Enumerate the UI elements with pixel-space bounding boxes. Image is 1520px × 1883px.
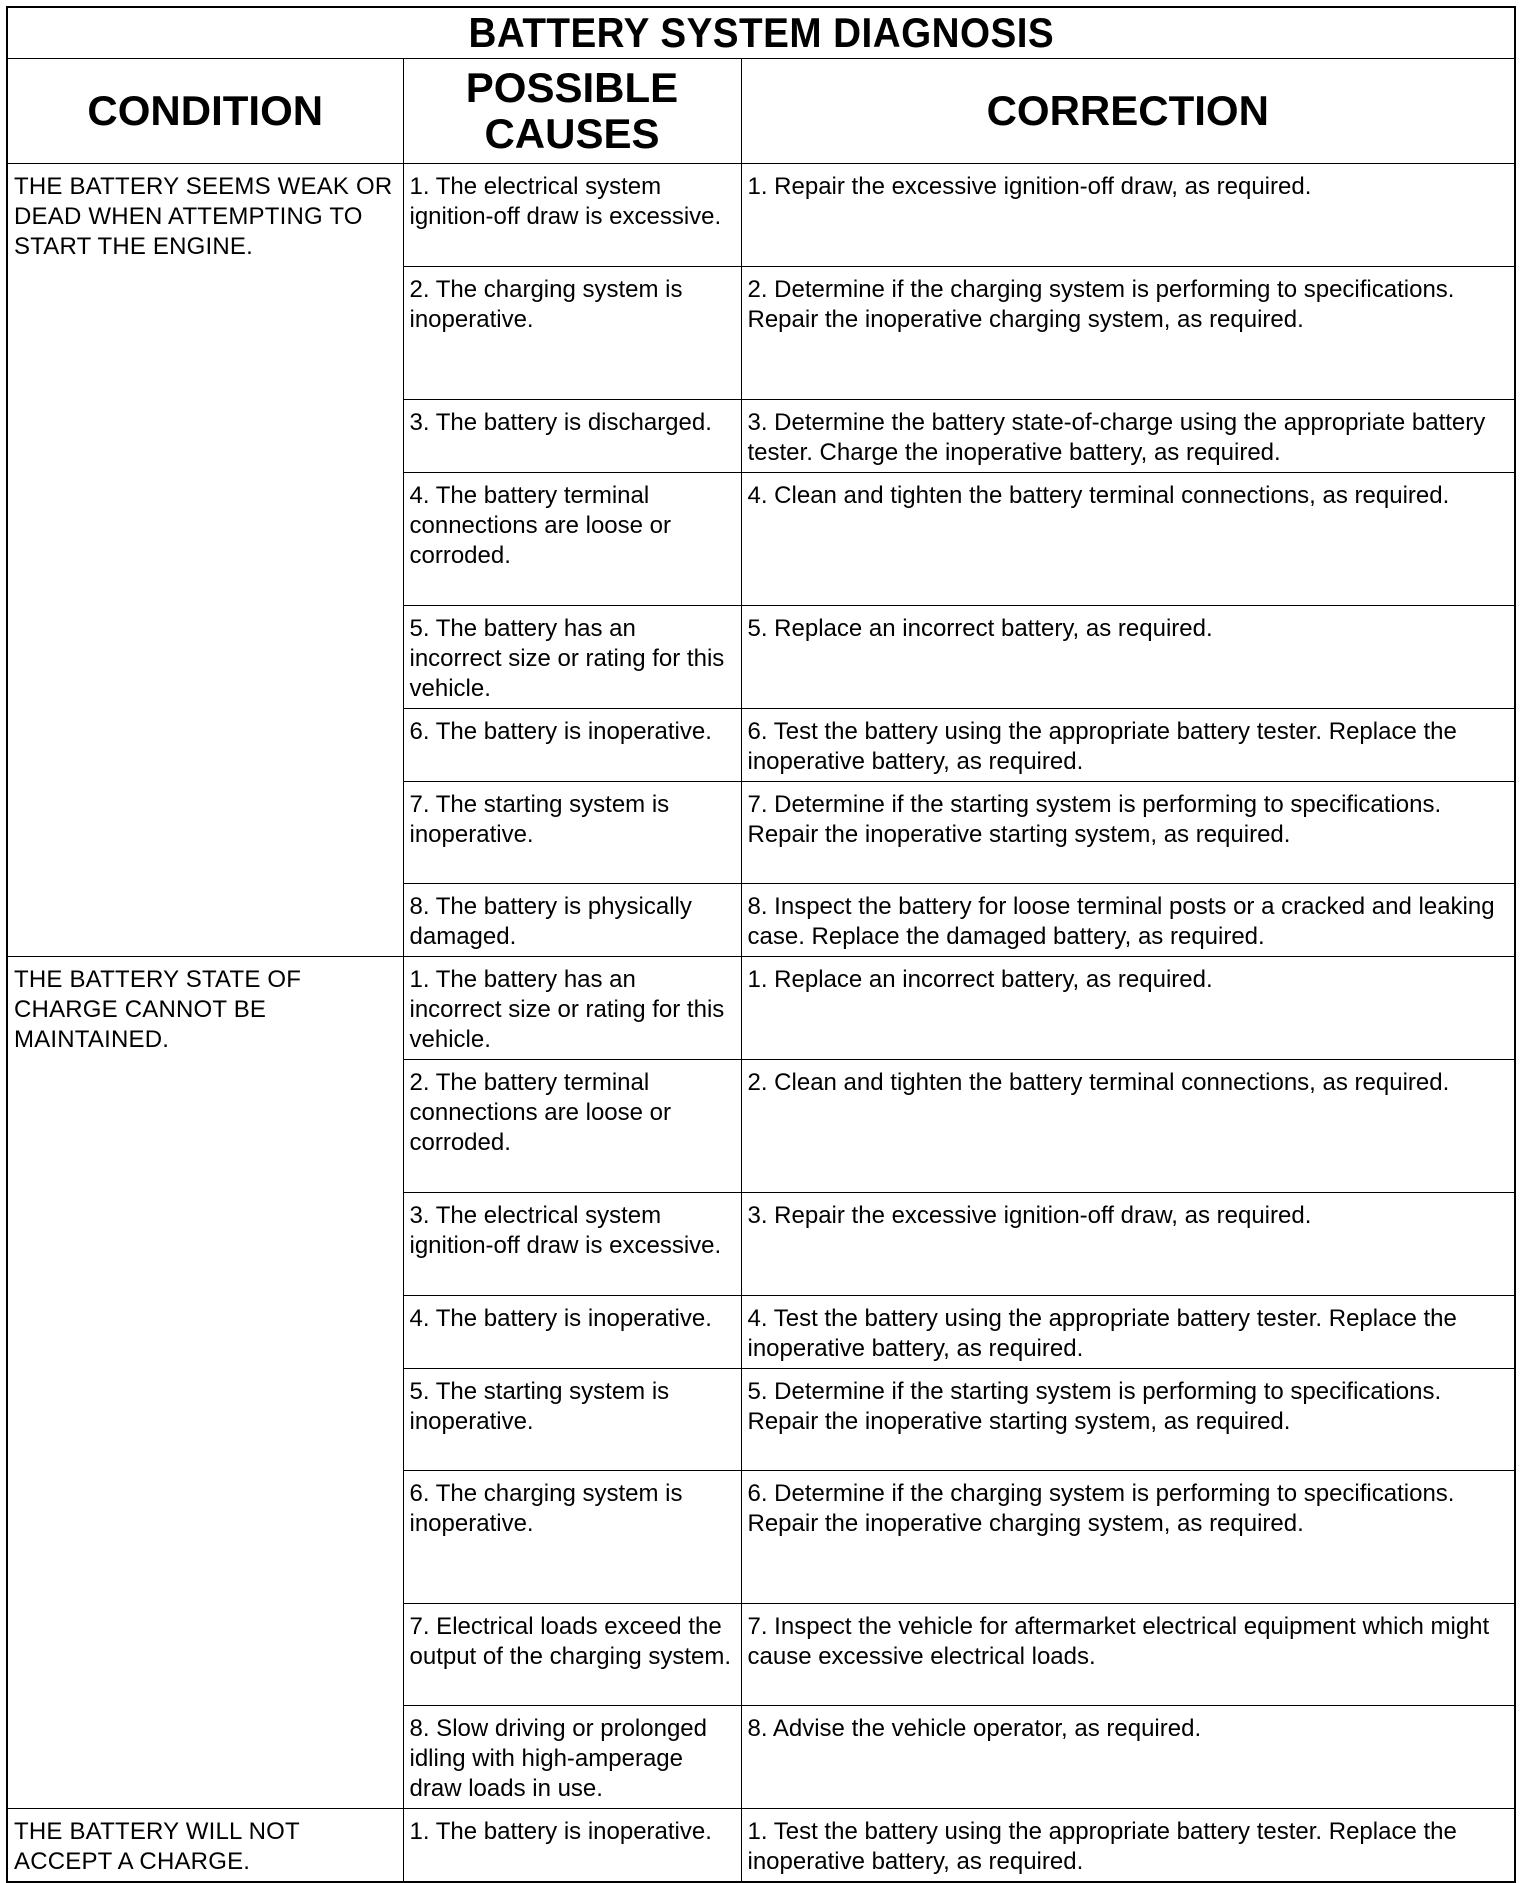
cause-cell: 8. The battery is physically damaged. <box>403 884 741 957</box>
correction-cell: 2. Clean and tighten the battery terminal connections, as required. <box>741 1060 1515 1193</box>
cause-cell: 4. The battery terminal connections are loose or corroded. <box>403 473 741 606</box>
correction-cell: 1. Repair the excessive ignition-off draw, as required. <box>741 164 1515 267</box>
correction-cell: 7. Determine if the starting system is performing to specifications. Repair the inoperative starting system, as required. <box>741 782 1515 884</box>
correction-cell: 5. Replace an incorrect battery, as required. <box>741 606 1515 709</box>
correction-cell: 8. Advise the vehicle operator, as required. <box>741 1706 1515 1809</box>
table-title: BATTERY SYSTEM DIAGNOSIS <box>468 9 1054 56</box>
cause-cell: 2. The battery terminal connections are loose or corroded. <box>403 1060 741 1193</box>
cause-cell: 1. The electrical system ignition-off draw is excessive. <box>403 164 741 267</box>
cause-cell: 6. The battery is inoperative. <box>403 709 741 782</box>
condition-cell: THE BATTERY WILL NOT ACCEPT A CHARGE. <box>7 1809 403 1883</box>
condition-cell: THE BATTERY SEEMS WEAK OR DEAD WHEN ATTEMPTING TO START THE ENGINE. <box>7 164 403 957</box>
correction-cell: 6. Determine if the charging system is performing to specifications. Repair the inoperative charging system, as required. <box>741 1471 1515 1604</box>
table-row <box>7 1809 1515 1883</box>
correction-cell: 4. Clean and tighten the battery terminal connections, as required. <box>741 473 1515 606</box>
condition-cell: THE BATTERY STATE OF CHARGE CANNOT BE MAINTAINED. <box>7 957 403 1809</box>
header-condition: CONDITION <box>7 59 403 164</box>
cause-cell: 4. The battery is inoperative. <box>403 1296 741 1369</box>
header-correction: CORRECTION <box>741 59 1515 164</box>
cause-cell: 3. The battery is discharged. <box>403 400 741 473</box>
correction-cell: 4. Test the battery using the appropriate battery tester. Replace the inoperative battery, as required. <box>741 1296 1515 1369</box>
cause-cell: 7. Electrical loads exceed the output of the charging system. <box>403 1604 741 1706</box>
cause-cell: 8. Slow driving or prolonged idling with high-amperage draw loads in use. <box>403 1706 741 1809</box>
correction-cell: 3. Determine the battery state-of-charge using the appropriate battery tester. Charge the inoperative battery, as required. <box>741 400 1515 473</box>
cause-cell: 1. The battery has an incorrect size or rating for this vehicle. <box>403 957 741 1060</box>
cause-cell: 7. The starting system is inoperative. <box>403 782 741 884</box>
correction-cell: 3. Repair the excessive ignition-off draw, as required. <box>741 1193 1515 1296</box>
correction-cell: 7. Inspect the vehicle for aftermarket electrical equipment which might cause excessive electrical loads. <box>741 1604 1515 1706</box>
table-row <box>7 164 1515 267</box>
diagnosis-sheet <box>6 6 1514 1875</box>
correction-cell: 6. Test the battery using the appropriate battery tester. Replace the inoperative battery, as required. <box>741 709 1515 782</box>
correction-cell: 8. Inspect the battery for loose terminal posts or a cracked and leaking case. Replace the damaged battery, as required. <box>741 884 1515 957</box>
correction-cell: 1. Test the battery using the appropriate battery tester. Replace the inoperative battery, as required. <box>741 1809 1515 1883</box>
header-possible-causes: POSSIBLE CAUSES <box>403 59 741 164</box>
cause-cell: 5. The starting system is inoperative. <box>403 1369 741 1471</box>
diagnosis-table <box>6 6 1516 1883</box>
correction-cell: 5. Determine if the starting system is performing to specifications. Repair the inoperative starting system, as required. <box>741 1369 1515 1471</box>
cause-cell: 3. The electrical system ignition-off draw is excessive. <box>403 1193 741 1296</box>
table-row <box>7 957 1515 1060</box>
header-row <box>7 59 1515 164</box>
cause-cell: 2. The charging system is inoperative. <box>403 267 741 400</box>
cause-cell: 1. The battery is inoperative. <box>403 1809 741 1883</box>
cause-cell: 6. The charging system is inoperative. <box>403 1471 741 1604</box>
correction-cell: 1. Replace an incorrect battery, as required. <box>741 957 1515 1060</box>
correction-cell: 2. Determine if the charging system is performing to specifications. Repair the inoperative charging system, as required. <box>741 267 1515 400</box>
cause-cell: 5. The battery has an incorrect size or rating for this vehicle. <box>403 606 741 709</box>
title-row <box>7 7 1515 59</box>
table-title-cell <box>7 7 1515 59</box>
